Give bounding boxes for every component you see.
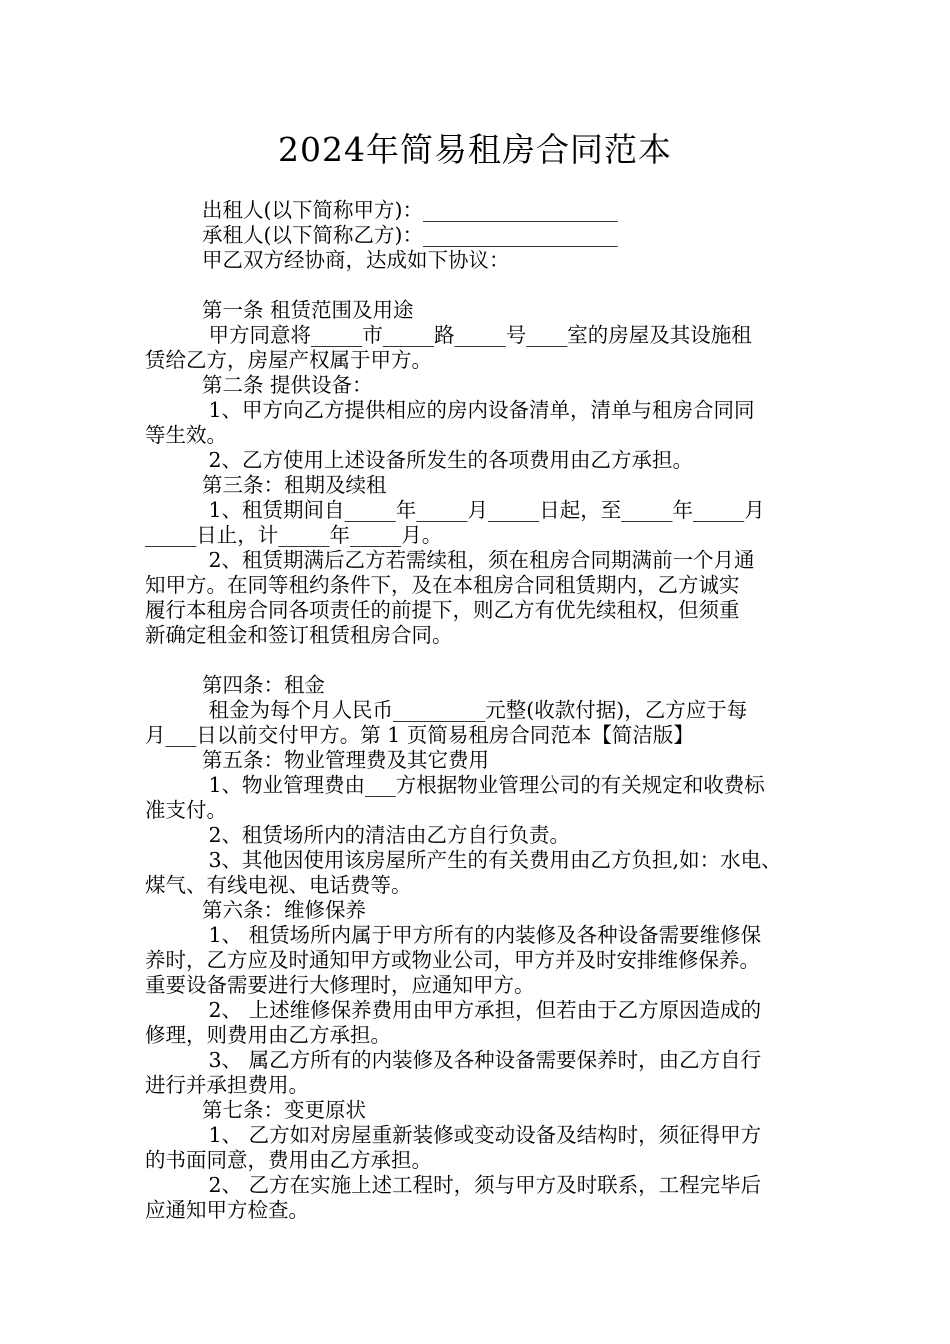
- contract-line: 准支付。: [145, 798, 227, 822]
- contract-line: 履行本租房合同各项责任的前提下，则乙方有优先续租权，但须重: [145, 598, 740, 622]
- contract-line: 甲方同意将_____市_____路_____号____室的房屋及其设施租: [202, 323, 752, 347]
- contract-line: 第四条：租金: [202, 673, 325, 697]
- blank-line: [145, 648, 817, 673]
- contract-line: _____日止，计_____年_____月。: [145, 523, 443, 547]
- contract-line: 1、 租赁场所内属于甲方所有的内装修及各种设备需要维修保: [202, 923, 762, 947]
- contract-line: 修理，则费用由乙方承担。: [145, 1023, 391, 1047]
- blank-line: [145, 273, 817, 298]
- contract-line: 租金为每个月人民币_________元整(收款付据)，乙方应于每: [202, 698, 748, 722]
- contract-line: 1、租赁期间自_____年_____月_____日起，至_____年_____月: [202, 498, 765, 522]
- contract-line: 知甲方。在同等租约条件下，及在本租房合同租赁期内，乙方诚实: [145, 573, 740, 597]
- contract-line: 第六条：维修保养: [202, 898, 366, 922]
- contract-line: 出租人(以下简称甲方)：___________________: [202, 198, 618, 222]
- contract-line: 第五条：物业管理费及其它费用: [202, 748, 489, 772]
- contract-line: 第三条：租期及续租: [202, 473, 387, 497]
- contract-line: 2、租赁期满后乙方若需续租，须在租房合同期满前一个月通: [202, 548, 755, 572]
- contract-line: 1、物业管理费由___方根据物业管理公司的有关规定和收费标: [202, 773, 765, 797]
- contract-line: 第一条 租赁范围及用途: [202, 298, 414, 322]
- contract-line: 3、其他因使用该房屋所产生的有关费用由乙方负担,如：水电、: [202, 848, 782, 872]
- contract-line: 第二条 提供设备：: [202, 373, 373, 397]
- contract-line: 1、甲方向乙方提供相应的房内设备清单，清单与租房合同同: [202, 398, 755, 422]
- contract-line: 2、 上述维修保养费用由甲方承担，但若由于乙方原因造成的: [202, 998, 762, 1022]
- contract-line: 月___日以前交付甲方。第 1 页简易租房合同范本【简洁版】: [145, 723, 694, 747]
- contract-line: 赁给乙方，房屋产权属于甲方。: [145, 348, 432, 372]
- contract-line: 2、乙方使用上述设备所发生的各项费用由乙方承担。: [202, 448, 694, 472]
- contract-line: 甲乙双方经协商，达成如下协议：: [202, 248, 510, 272]
- contract-line: 2、租赁场所内的清洁由乙方自行负责。: [202, 823, 571, 847]
- contract-line: 2、 乙方在实施上述工程时，须与甲方及时联系，工程完毕后: [202, 1173, 762, 1197]
- contract-line: 3、 属乙方所有的内装修及各种设备需要保养时，由乙方自行: [202, 1048, 762, 1072]
- contract-body: [145, 198, 817, 1223]
- contract-line: 进行并承担费用。: [145, 1073, 309, 1097]
- contract-line: 承租人(以下简称乙方)：___________________: [202, 223, 618, 247]
- contract-line: 第七条：变更原状: [202, 1098, 366, 1122]
- contract-line: 应通知甲方检查。: [145, 1198, 309, 1222]
- contract-line: 等生效。: [145, 423, 227, 447]
- contract-line: 新确定租金和签订租赁租房合同。: [145, 623, 453, 647]
- document-title: 2024年简易租房合同范本: [278, 130, 672, 169]
- contract-line: 的书面同意，费用由乙方承担。: [145, 1148, 432, 1172]
- contract-line: 1、 乙方如对房屋重新装修或变动设备及结构时，须征得甲方: [202, 1123, 762, 1147]
- contract-line: 养时，乙方应及时通知甲方或物业公司，甲方并及时安排维修保养。: [145, 948, 760, 972]
- contract-line: 重要设备需要进行大修理时，应通知甲方。: [145, 973, 535, 997]
- contract-line: 煤气、有线电视、电话费等。: [145, 873, 412, 897]
